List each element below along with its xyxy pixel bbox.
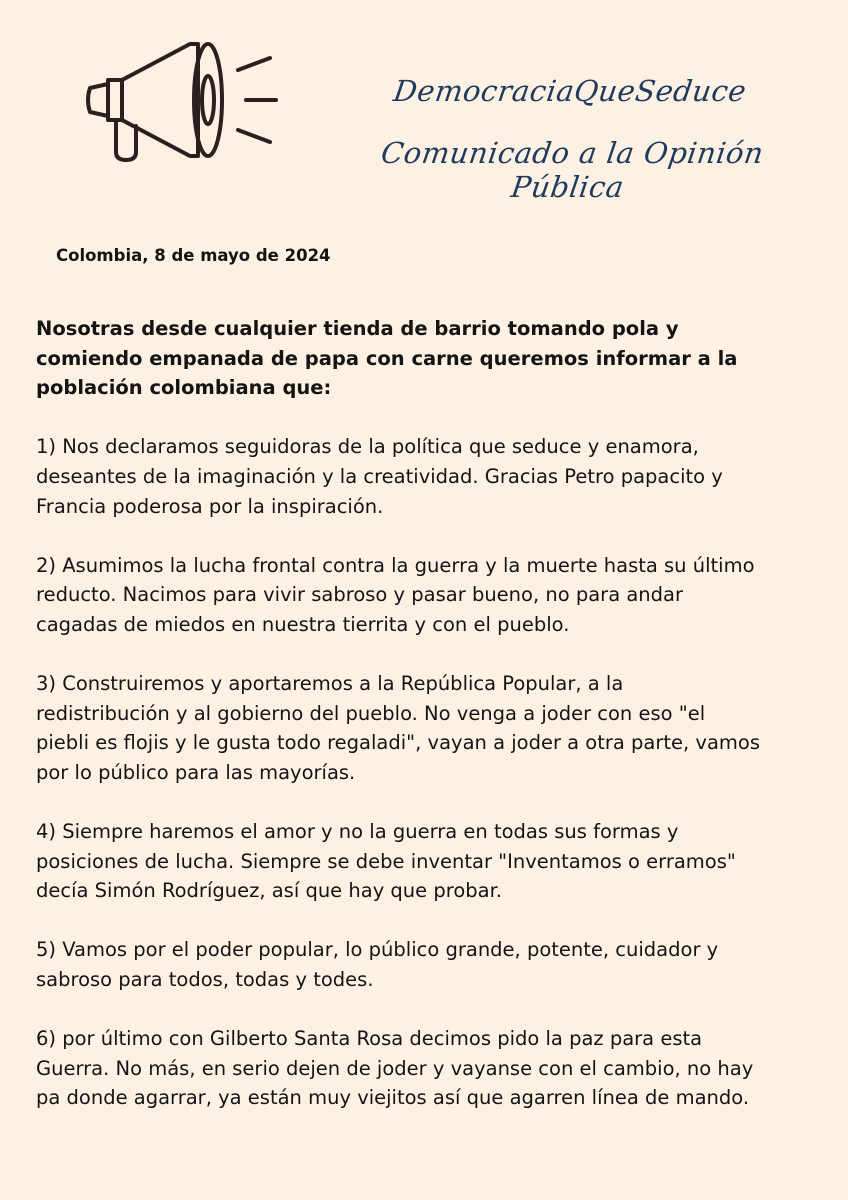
point-4 <box>36 817 826 906</box>
point-line: 5) Vamos por el poder popular, lo público grande, potente, cuidador y <box>36 938 719 962</box>
megaphone-icon <box>80 30 290 170</box>
page-subtitle: Comunicado a la Opinión Pública <box>378 136 766 204</box>
brand-name: DemocraciaQueSeduce <box>391 74 749 108</box>
point-line: sabroso para todos, todas y todes. <box>36 968 374 992</box>
header <box>0 0 848 204</box>
point-line: pa donde agarrar, ya están muy viejitos así que agarren línea de mando. <box>36 1086 750 1110</box>
point-line: decía Simón Rodríguez, así que hay que probar. <box>36 879 503 903</box>
point-line: deseantes de la imaginación y la creatividad. Gracias Petro papacito y <box>36 464 723 488</box>
point-line: 6) por último con Gilberto Santa Rosa decimos pido la paz para esta <box>36 1027 703 1051</box>
point-5 <box>36 935 826 994</box>
intro-line: comiendo empanada de papa con carne queremos informar a la <box>36 346 738 370</box>
document-date: Colombia, 8 de mayo de 2024 <box>56 246 331 265</box>
point-line: reducto. Nacimos para vivir sabroso y pasar bueno, no para andar <box>36 583 683 607</box>
point-6 <box>36 1024 826 1113</box>
point-line: piebli es flojis y le gusta todo regaladi", vayan a joder a otra parte, vamos <box>36 731 761 755</box>
point-2 <box>36 551 826 640</box>
point-line: redistribución y al gobierno del pueblo. No venga a joder con eso "el <box>36 701 706 725</box>
point-line: Guerra. No más, en serio dejen de joder y vayanse con el cambio, no hay <box>36 1056 754 1080</box>
point-line: 1) Nos declaramos seguidoras de la política que seduce y enamora, <box>36 435 699 459</box>
intro-paragraph <box>36 314 826 403</box>
point-line: posiciones de lucha. Siempre se debe inventar "Inventamos o erramos" <box>36 849 736 873</box>
point-line: cagadas de miedos en nuestra tierrita y con el pueblo. <box>36 612 570 636</box>
point-line: 2) Asumimos la lucha frontal contra la guerra y la muerte hasta su último <box>36 553 755 577</box>
intro-line: Nosotras desde cualquier tienda de barrio tomando pola y <box>36 317 679 340</box>
point-line: Francia poderosa por la inspiración. <box>36 494 384 518</box>
intro-line: población colombiana que: <box>36 376 332 400</box>
point-line: 4) Siempre haremos el amor y no la guerra en todas sus formas y <box>36 820 679 844</box>
point-1 <box>36 432 826 521</box>
point-3 <box>36 669 826 787</box>
point-line: por lo público para las mayorías. <box>36 760 356 784</box>
point-line: 3) Construiremos y aportaremos a la República Popular, a la <box>36 672 624 696</box>
document-body <box>36 314 826 1143</box>
